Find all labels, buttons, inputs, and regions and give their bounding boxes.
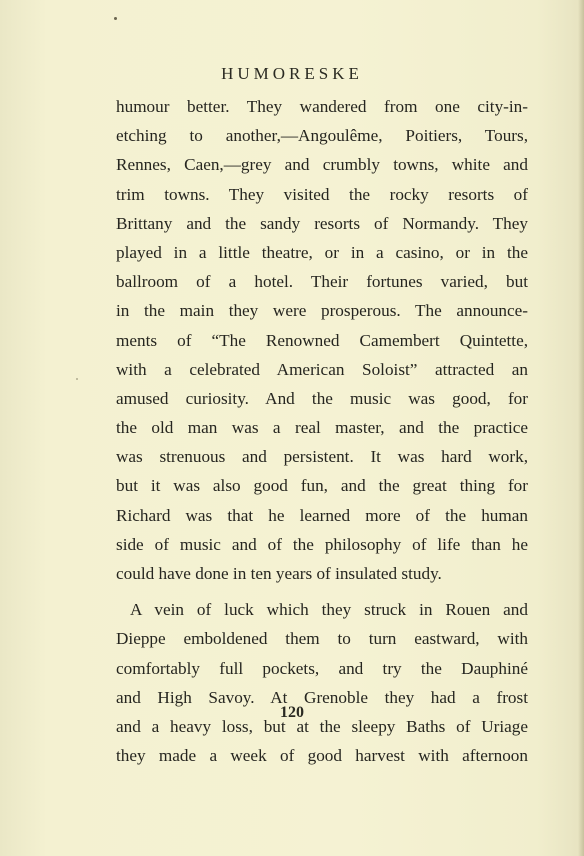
page-number: 120 [280, 704, 304, 721]
running-head: HUMORESKE [221, 64, 363, 83]
paragraph-2 [116, 595, 528, 770]
text-line: Rennes, Caen,—grey and crumbly towns, white and [116, 155, 528, 175]
text-line: was strenuous and persistent. It was hard work, [116, 447, 528, 467]
text-line: in the main they were prosperous. The announce- [116, 301, 528, 321]
text-line: they made a week of good harvest with afternoon [116, 746, 528, 766]
text-line: but it was also good fun, and the great thing for [116, 476, 528, 496]
paragraph-gap [116, 588, 528, 595]
text-line: ballroom of a hotel. Their fortunes varied, but [116, 272, 528, 292]
text-line: and High Savoy. At Grenoble they had a frost [116, 687, 528, 707]
paper-speck [114, 17, 117, 20]
text-line: etching to another,—Angoulême, Poitiers, Tours, [116, 126, 528, 146]
body-text [116, 92, 528, 770]
text-line: side of music and of the philosophy of life than he [116, 534, 528, 554]
text-line: could have done in ten years of insulated study. [116, 564, 442, 583]
paper-speck [76, 378, 78, 380]
text-line: and a heavy loss, but at the sleepy Baths of Uriage [116, 716, 528, 736]
text-line: the old man was a real master, and the practice [116, 418, 528, 438]
text-line: Dieppe emboldened them to turn eastward, with [116, 629, 528, 649]
text-line: Richard was that he learned more of the human [116, 505, 528, 525]
text-line: A vein of luck which they struck in Rouen and [130, 600, 528, 620]
text-line: trim towns. They visited the rocky resorts of [116, 184, 528, 204]
text-line: humour better. They wandered from one city-in- [116, 97, 528, 116]
text-line: comfortably full pockets, and try the Dauphiné [116, 658, 528, 678]
text-line: Brittany and the sandy resorts of Normandy. They [116, 213, 528, 233]
paragraph-1 [116, 92, 528, 588]
text-line: amused curiosity. And the music was good, for [116, 388, 528, 408]
page-edge-shadow [578, 0, 584, 856]
text-line: with a celebrated American Soloist” attracted an [116, 359, 528, 379]
text-line: played in a little theatre, or in a casino, or in the [116, 242, 528, 262]
text-line: ments of “The Renowned Camembert Quintette, [116, 330, 528, 350]
